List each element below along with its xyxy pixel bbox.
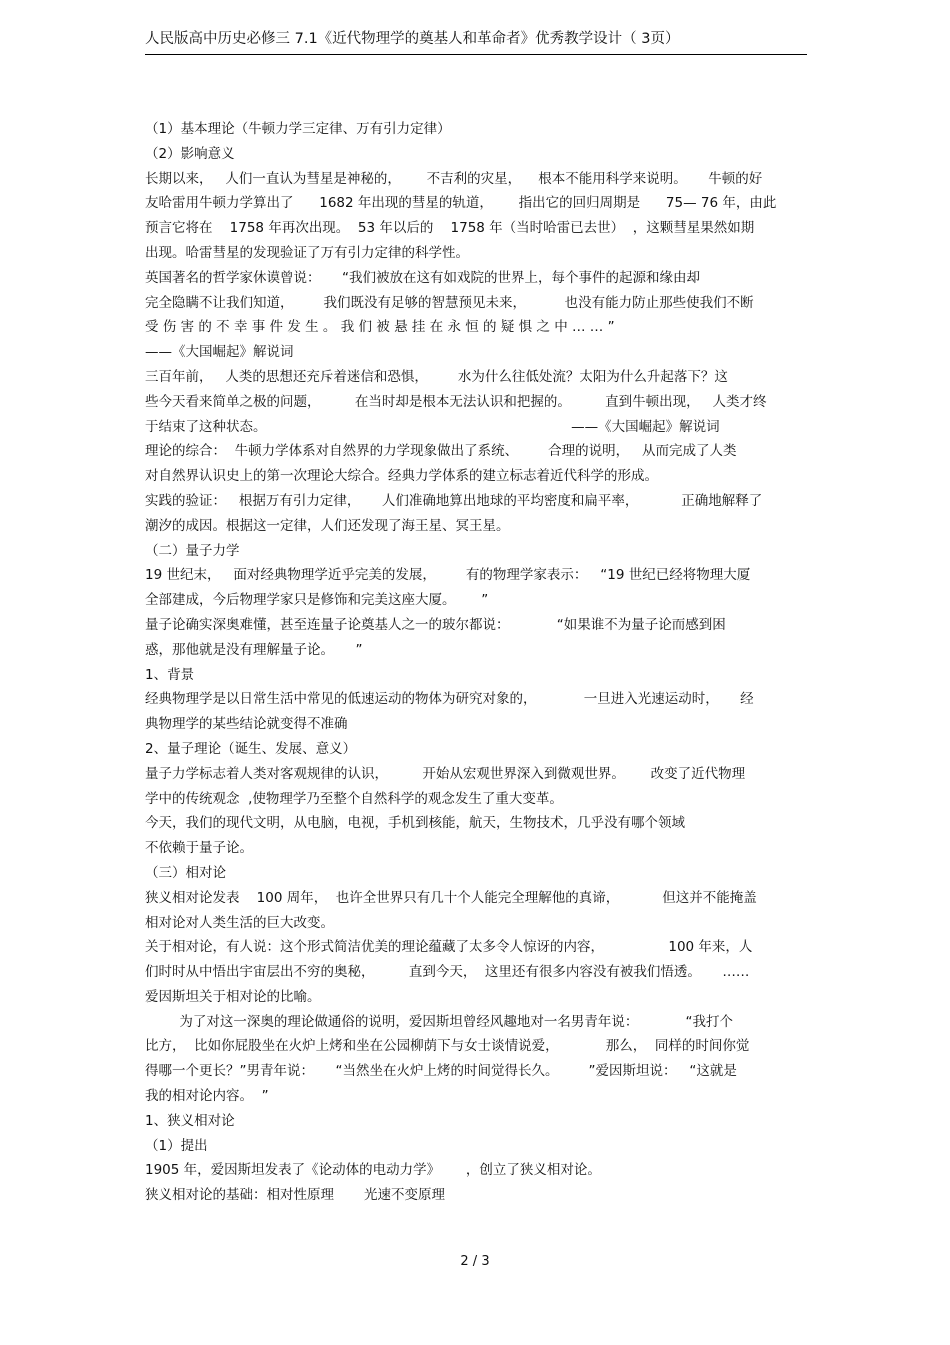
text-line: 量子论确实深奥难懂，甚至连量子论奠基人之一的玻尔都说： “如果谁不为量子论而感到困 xyxy=(145,616,726,633)
text-line: 关于相对论，有人说：这个形式简洁优美的理论蕴藏了太多令人惊讶的内容， 100 年来，人 xyxy=(145,939,753,956)
document-body xyxy=(145,117,810,1208)
text-line: 1、背景 xyxy=(145,666,195,683)
text-line: 2、量子理论（诞生、发展、意义） xyxy=(145,740,357,757)
text-line: 量子力学标志着人类对客观规律的认识， 开始从宏观世界深入到微观世界。 改变了近代物理 xyxy=(145,765,746,782)
text-line: （1）基本理论（牛顿力学三定律、万有引力定律） xyxy=(145,121,451,137)
text-line: 经典物理学是以日常生活中常见的低速运动的物体为研究对象的， 一旦进入光速运动时， 经 xyxy=(145,691,754,708)
text-line: 受 伤 害 的 不 幸 事 件 发 生 。 我 们 被 悬 挂 在 永 恒 的 疑 惧 之 中 … … ” xyxy=(145,319,615,336)
header-rule xyxy=(145,54,807,55)
text-line: 实践的验证： 根据万有引力定律， 人们准确地算出地球的平均密度和扁平率， 正确地解释了 xyxy=(145,492,763,509)
text-line: ——《大国崛起》解说词 xyxy=(145,344,294,361)
text-line: 不依赖于量子论。 xyxy=(145,840,253,857)
text-line: 狭义相对论的基础：相对性原理 光速不变原理 xyxy=(145,1187,446,1204)
text-line: （二）量子力学 xyxy=(145,542,240,559)
text-line: （三）相对论 xyxy=(145,864,226,881)
text-line: 三百年前， 人类的思想还充斥着迷信和恐惧， 水为什么往低处流？太阳为什么升起落下？这 xyxy=(145,368,728,385)
page-number: 2 / 3 xyxy=(460,1254,490,1269)
text-line: 预言它将在 1758 年再次出现。 53 年以后的 1758 年（当时哈雷已去世） ，这颗彗星果然如期 xyxy=(145,220,755,237)
text-line: 出现。哈雷彗星的发现验证了万有引力定律的科学性。 xyxy=(145,244,469,261)
text-line: 学中的传统观念 ,使物理学乃至整个自然科学的观念发生了重大变革。 xyxy=(145,790,563,807)
text-line: 潮汐的成因。根据这一定律，人们还发现了海王星、冥王星。 xyxy=(145,517,510,534)
page-header-title: 人民版高中历史必修三 7.1《近代物理学的奠基人和革命者》优秀教学设计（ 3页） xyxy=(145,31,680,47)
text-line: 为了对这一深奥的理论做通俗的说明，爱因斯坦曾经风趣地对一名男青年说： “我打个 xyxy=(145,1013,734,1030)
text-line: 于结束了这种状态。 ——《大国崛起》解说词 xyxy=(145,418,720,435)
text-line: 得哪一个更长？”男青年说： “当然坐在火炉上烤的时间觉得长久。 ”爱因斯坦说： “这就是 xyxy=(145,1063,737,1080)
text-line: 友哈雷用牛顿力学算出了 1682 年出现的彗星的轨道， 指出它的回归周期是 75— 76 年，由此 xyxy=(145,195,777,212)
text-line: 对自然界认识史上的第一次理论大综合。经典力学体系的建立标志着近代科学的形成。 xyxy=(145,468,658,485)
text-line: 爱因斯坦关于相对论的比喻。 xyxy=(145,988,321,1005)
text-line: 理论的综合： 牛顿力学体系对自然界的力学现象做出了系统、 合理的说明， 从而完成了人类 xyxy=(145,443,737,460)
text-line: 典物理学的某些结论就变得不准确 xyxy=(145,716,348,733)
text-line: 1、狭义相对论 xyxy=(145,1112,235,1129)
text-line: 惑，那他就是没有理解量子论。 ” xyxy=(145,641,363,658)
text-line: （1）提出 xyxy=(145,1137,208,1154)
text-line: 我的相对论内容。 ” xyxy=(145,1088,269,1105)
text-line: 英国著名的哲学家休谟曾说： “我们被放在这有如戏院的世界上，每个事件的起源和缘由却 xyxy=(145,269,700,286)
text-line: 相对论对人类生活的巨大改变。 xyxy=(145,914,334,931)
text-line: 比方， 比如你屁股坐在火炉上烤和坐在公园柳荫下与女士谈情说爱， 那么， 同样的时间你觉 xyxy=(145,1038,750,1055)
text-line: 狭义相对论发表 100 周年， 也许全世界只有几十个人能完全理解他的真谛， 但这并不能掩盖 xyxy=(145,889,757,906)
text-line: （2）影响意义 xyxy=(145,145,235,162)
text-line: 1905 年，爱因斯坦发表了《论动体的电动力学》 ，创立了狭义相对论。 xyxy=(145,1162,601,1179)
text-line: 们时时从中悟出宇宙层出不穷的奥秘， 直到今天， 这里还有很多内容没有被我们悟透。 …… xyxy=(145,964,750,981)
text-line: 全部建成，今后物理学家只是修饰和完美这座大厦。 ” xyxy=(145,592,489,609)
text-line: 19 世纪末， 面对经典物理学近乎完美的发展， 有的物理学家表示： “19 世纪已经将物理大厦 xyxy=(145,567,751,584)
text-line: 长期以来， 人们一直认为彗星是神秘的， 不吉利的灾星， 根本不能用科学来说明。 牛顿的好 xyxy=(145,170,763,187)
text-line: 些今天看来简单之极的问题， 在当时却是根本无法认识和把握的。 直到牛顿出现， 人类才终 xyxy=(145,393,767,410)
text-line: 完全隐瞒不让我们知道， 我们既没有足够的智慧预见未来， 也没有能力防止那些使我们不断 xyxy=(145,294,754,311)
text-line: 今天，我们的现代文明，从电脑，电视，手机到核能，航天，生物技术，几乎没有哪个领域 xyxy=(145,815,685,832)
